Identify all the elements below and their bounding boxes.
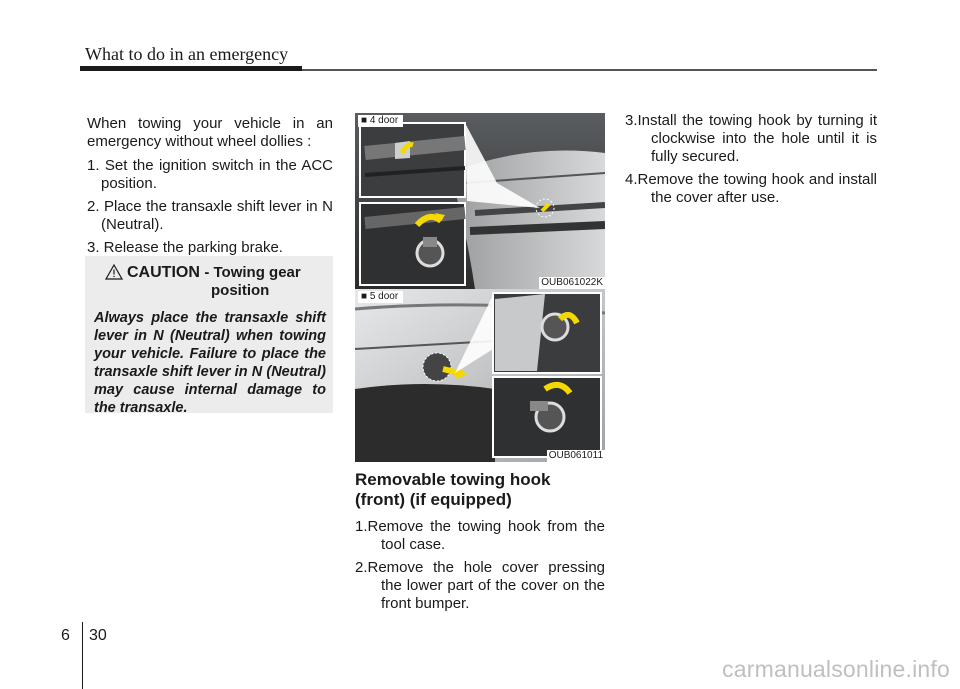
intro-paragraph: When towing your vehicle in an emergency without wheel dollies : xyxy=(87,115,333,150)
step-item: 2. Place the transaxle shift lever in N (Neutral). xyxy=(87,198,333,233)
page-number: 30 xyxy=(89,627,107,644)
figure-tag: ■ 5 door xyxy=(358,291,403,303)
column-middle xyxy=(355,470,605,618)
page-header-title: What to do in an emergency xyxy=(85,44,289,64)
step-item: 2.Remove the hole cover pressing the lower part of the cover on the front bumper. xyxy=(355,559,605,612)
figure-code: OUB061011 xyxy=(548,450,603,461)
figure-code: OUB061022K xyxy=(541,277,603,288)
caution-title: - Towing gear xyxy=(204,264,301,281)
warning-triangle-icon xyxy=(105,264,123,285)
step-item: 3.Install the towing hook by turning it clockwise into the hole until it is fully secured. xyxy=(625,112,877,165)
footer-divider xyxy=(82,622,83,689)
figure-4-door xyxy=(355,113,605,289)
step-item: 3. Release the parking brake. xyxy=(87,239,283,256)
caution-body: Always place the transaxle shift lever in N (Neutral) when towing your vehicle. Failure to place the transaxle shift lever in N (Neutral) may cause internal damage to the transaxle. xyxy=(94,310,326,416)
header-rule-thick xyxy=(80,66,302,71)
figure-5-door-illustration xyxy=(355,289,605,462)
caution-box xyxy=(85,256,333,416)
column-right xyxy=(625,112,877,212)
step-item: 4.Remove the towing hook and install the cover after use. xyxy=(625,171,877,206)
step-item: 1. Set the ignition switch in the ACC position. xyxy=(87,157,333,192)
caution-label: CAUTION xyxy=(127,264,200,281)
watermark: carmanualsonline.info xyxy=(722,656,950,682)
caution-label-line xyxy=(127,264,301,282)
figure-5-door xyxy=(355,289,605,462)
column-left xyxy=(87,115,333,262)
section-title: Removable towing hook (front) (if equipped) xyxy=(355,470,551,509)
figure-4-door-illustration xyxy=(355,113,605,289)
step-item: 1.Remove the towing hook from the tool case. xyxy=(355,518,605,553)
caution-title-line2: position xyxy=(211,282,270,299)
chapter-number: 6 xyxy=(61,627,70,644)
figure-tag: ■ 4 door xyxy=(358,115,403,127)
